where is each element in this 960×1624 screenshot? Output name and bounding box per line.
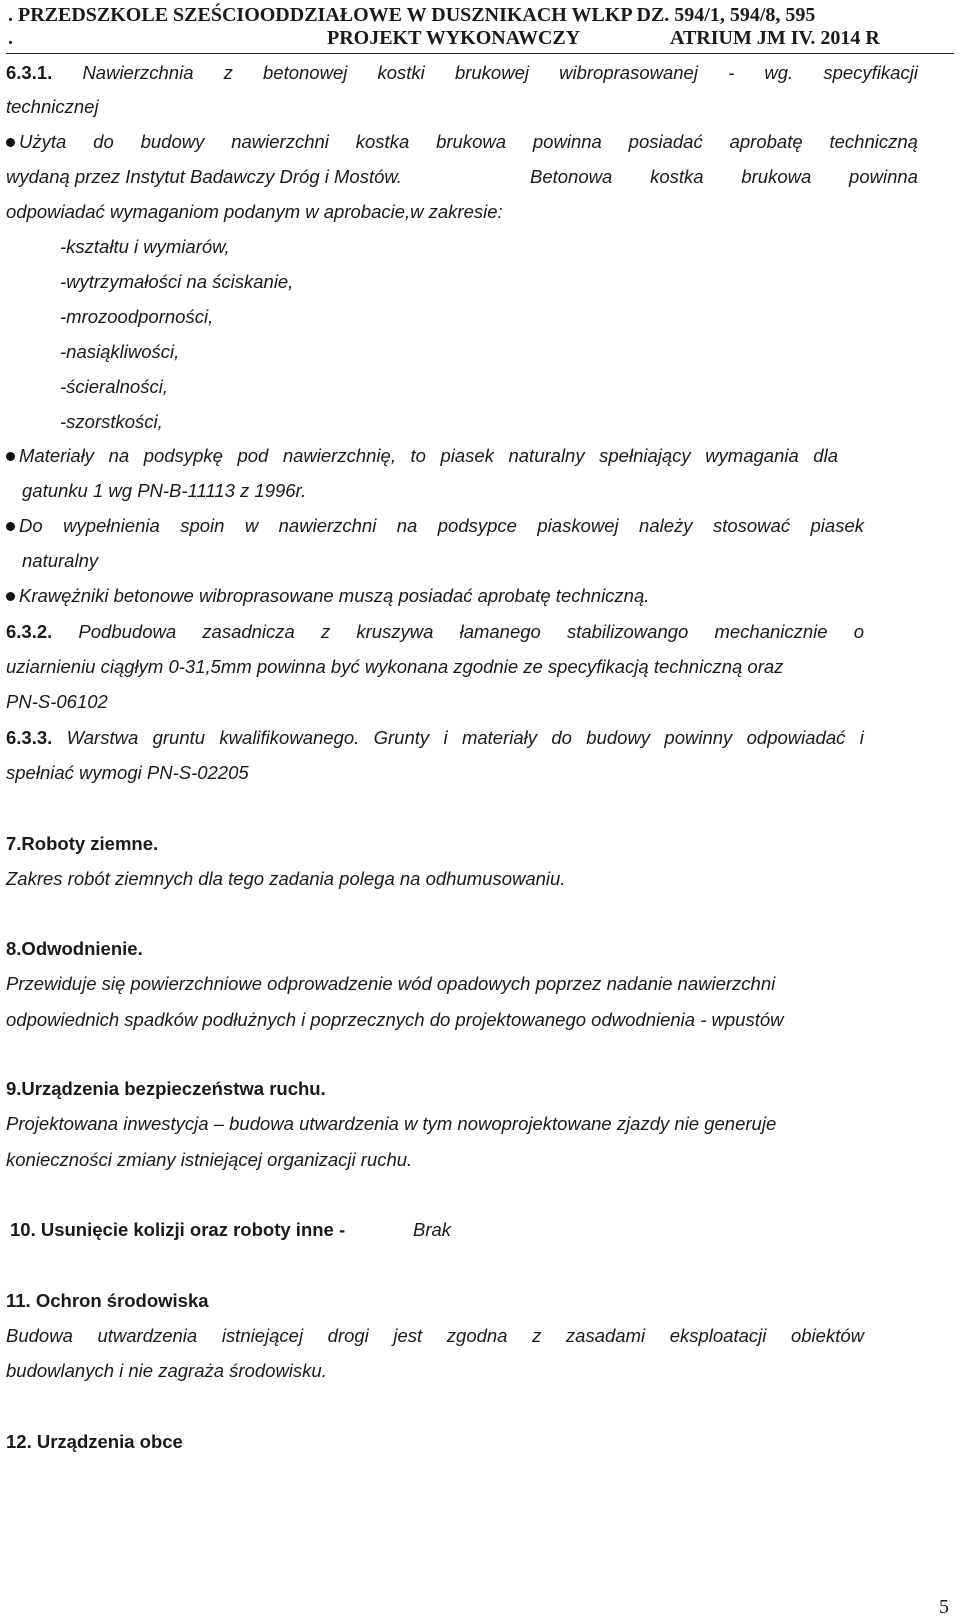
- header-rule: [6, 53, 954, 54]
- s631-bullet-1-line-2a: wydaną przez Instytut Badawczy Dróg i Mostów.: [6, 166, 402, 187]
- section-title-11: 11. Ochron środowiska: [6, 1290, 209, 1311]
- header-project: PROJEKT WYKONAWCZY: [327, 27, 581, 49]
- section-text-8-line-1: Przewiduje się powierzchniowe odprowadzenie wód opadowych poprzez nadanie nawierzchni: [6, 973, 776, 994]
- section-number: 6.3.1.: [6, 62, 53, 83]
- s631-bullet-1-line-3: odpowiadać wymaganiom podanym w aprobacie,w zakresie:: [6, 201, 503, 222]
- s633-line-2: spełniać wymogi PN-S-02205: [6, 762, 249, 783]
- list-item: -ścieralności,: [60, 376, 168, 397]
- header-atrium: ATRIUM JM IV. 2014 R: [670, 27, 880, 49]
- bullet-icon: [6, 522, 15, 531]
- header-title: . PRZEDSZKOLE SZEŚCIOODDZIAŁOWE W DUSZNIKACH WLKP DZ. 594/1, 594/8, 595: [8, 4, 816, 26]
- list-item: -szorstkości,: [60, 411, 163, 432]
- s631-bullet-2-line-1: Materiały na podsypkę pod nawierzchnię, to piasek naturalny spełniający wymagania dla: [6, 444, 838, 468]
- section-number: 6.3.3.: [6, 727, 53, 748]
- page-number: 5: [939, 1596, 949, 1618]
- s632-line-3: PN-S-06102: [6, 691, 108, 712]
- section-text-9-line-2: konieczności zmiany istniejącej organizacji ruchu.: [6, 1149, 413, 1170]
- s631-line-2: technicznej: [6, 96, 99, 117]
- list-item: -mrozoodporności,: [60, 306, 214, 327]
- section-text-8-line-2: odpowiednich spadków podłużnych i poprzecznych do projektowanego odwodnienia - wpustów: [6, 1009, 784, 1030]
- section-text-11-line-2: budowlanych i nie zagraża środowisku.: [6, 1360, 327, 1381]
- section-text-7: Zakres robót ziemnych dla tego zadania polega na odhumusowaniu.: [6, 868, 566, 889]
- s631-line-1: 6.3.1. Nawierzchnia z betonowej kostki brukowej wibroprasowanej - wg. specyfikacji: [6, 62, 918, 83]
- list-item: -wytrzymałości na ściskanie,: [60, 271, 294, 292]
- section-text-9-line-1: Projektowana inwestycja – budowa utwardzenia w tym nowoprojektowane zjazdy nie generuje: [6, 1113, 777, 1134]
- s631-bullet-3-line-1: Do wypełnienia spoin w nawierzchni na podsypce piaskowej należy stosować piasek: [6, 514, 864, 538]
- section-title-9: 9.Urządzenia bezpieczeństwa ruchu.: [6, 1078, 326, 1099]
- section-number: 6.3.2.: [6, 621, 53, 642]
- s631-bullet-1-line-2b: Betonowa kostka brukowa powinna: [530, 166, 918, 187]
- section-title-10: 10. Usunięcie kolizji oraz roboty inne -: [10, 1219, 346, 1240]
- header-line-2-left: .: [8, 27, 13, 49]
- s633-line-1: 6.3.3. Warstwa gruntu kwalifikowanego. Grunty i materiały do budowy powinny odpowiadać i: [6, 727, 864, 748]
- bullet-icon: [6, 138, 15, 147]
- s631-bullet-4: Krawężniki betonowe wibroprasowane muszą posiadać aprobatę techniczną.: [6, 584, 649, 608]
- s631-bullet-1-line-1: Użyta do budowy nawierzchni kostka brukowa powinna posiadać aprobatę techniczną: [6, 130, 918, 154]
- s632-line-1: 6.3.2. Podbudowa zasadnicza z kruszywa łamanego stabilizowango mechanicznie o: [6, 621, 864, 642]
- bullet-item: Użyta: [6, 130, 66, 154]
- section-title-12: 12. Urządzenia obce: [6, 1431, 183, 1452]
- s631-bullet-2-line-2: gatunku 1 wg PN-B-11113 z 1996r.: [22, 480, 307, 501]
- bullet-item: Do: [6, 514, 43, 538]
- bullet-item: Materiały: [6, 444, 94, 468]
- list-item: -kształtu i wymiarów,: [60, 236, 230, 257]
- section-value-10: Brak: [413, 1219, 452, 1240]
- s631-bullet-3-line-2: naturalny: [22, 550, 99, 571]
- section-title-7: 7.Roboty ziemne.: [6, 833, 159, 854]
- bullet-icon: [6, 452, 15, 461]
- s632-line-2: uziarnieniu ciągłym 0-31,5mm powinna być wykonana zgodnie ze specyfikacją techniczną oraz: [6, 656, 784, 677]
- bullet-icon: [6, 592, 15, 601]
- list-item: -nasiąkliwości,: [60, 341, 180, 362]
- section-text-11-line-1: Budowa utwardzenia istniejącej drogi jest zgodna z zasadami eksploatacji obiektów: [6, 1325, 864, 1346]
- header-line-1: [8, 4, 924, 27]
- section-title-8: 8.Odwodnienie.: [6, 938, 143, 959]
